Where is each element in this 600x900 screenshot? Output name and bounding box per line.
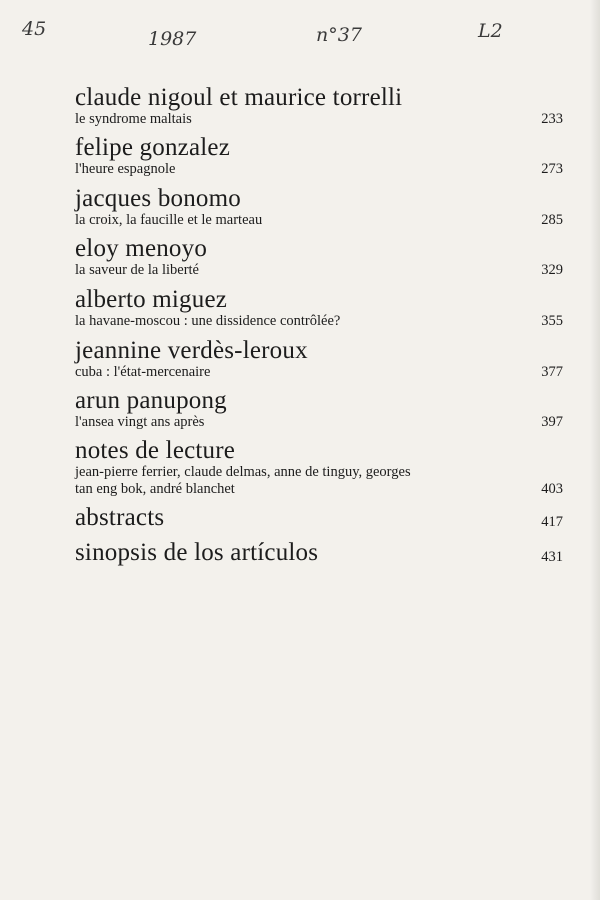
toc-author: notes de lecture (75, 437, 236, 464)
toc-article-title: le syndrome maltais (75, 111, 192, 127)
toc-author: eloy menoyo (75, 235, 208, 262)
toc-entry (75, 539, 565, 566)
toc-page-number: 285 (541, 212, 563, 228)
toc-entry (75, 286, 565, 330)
toc-author: abstracts (75, 504, 165, 531)
table-of-contents (75, 84, 565, 566)
toc-page-number: 417 (541, 514, 563, 530)
handwritten-annotation: 1987 (148, 28, 197, 50)
toc-article-title: l'heure espagnole (75, 161, 176, 177)
toc-article-title: la croix, la faucille et le marteau (75, 212, 263, 228)
toc-page-number: 377 (541, 364, 563, 380)
toc-author: felipe gonzalez (75, 134, 230, 161)
toc-article-title: la havane-moscou : une dissidence contrôlée? (75, 313, 341, 329)
toc-author: alberto miguez (75, 286, 228, 313)
toc-page-number: 403 (541, 481, 563, 497)
handwritten-annotation: L2 (478, 20, 503, 42)
toc-page-number: 329 (541, 262, 563, 278)
toc-author: jacques bonomo (75, 185, 241, 212)
toc-author: claude nigoul et maurice torrelli (75, 84, 403, 111)
toc-article-title: cuba : l'état-mercenaire (75, 364, 211, 380)
toc-entry (75, 504, 565, 531)
toc-article-title: la saveur de la liberté (75, 262, 199, 278)
toc-article-title: jean-pierre ferrier, claude delmas, anne de tinguy, georges (75, 464, 411, 480)
toc-author: sinopsis de los artículos (75, 539, 319, 566)
toc-author: jeannine verdès-leroux (75, 337, 308, 364)
handwritten-annotation: 45 (22, 18, 47, 40)
page-edge-shadow (590, 0, 600, 900)
toc-entry (75, 185, 565, 229)
toc-author: arun panupong (75, 387, 227, 414)
toc-article-title: l'ansea vingt ans après (75, 414, 205, 430)
toc-article-title: tan eng bok, andré blanchet (75, 481, 235, 497)
handwritten-annotation: n°37 (316, 24, 362, 46)
toc-page-number: 431 (541, 549, 563, 565)
toc-entry (75, 437, 565, 498)
toc-entry (75, 134, 565, 178)
toc-page-number: 355 (541, 313, 563, 329)
toc-entry (75, 387, 565, 431)
toc-page-number: 233 (541, 111, 563, 127)
toc-entry (75, 84, 565, 128)
toc-page-number: 273 (541, 161, 563, 177)
toc-entry (75, 337, 565, 381)
toc-page-number: 397 (541, 414, 563, 430)
toc-entry (75, 235, 565, 279)
